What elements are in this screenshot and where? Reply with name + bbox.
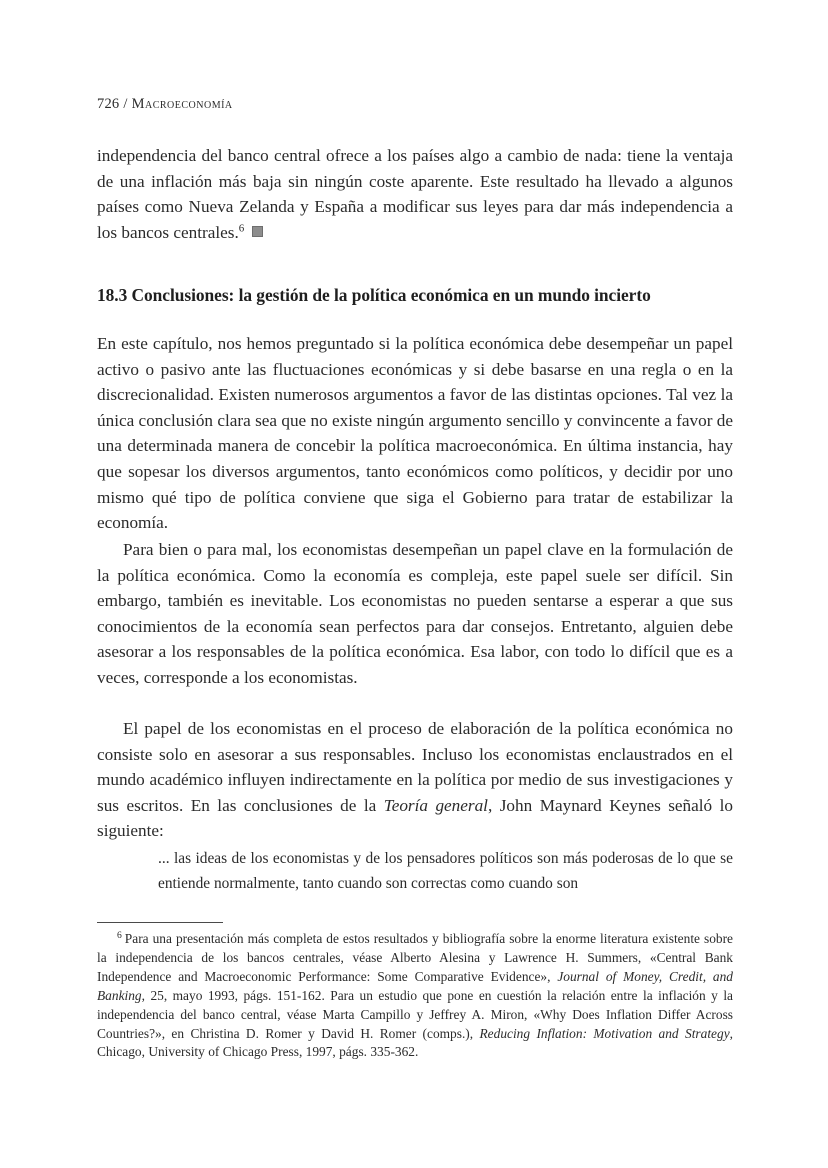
page-number: 726 <box>97 96 120 112</box>
paragraph-2: Para bien o para mal, los economistas desempeñan un papel clave en la formulación de la política económica. Como la economía es compleja, este papel suele ser difícil. Sin embargo, también es inevitable. Los economistas no pueden sentarse a esperar a que sus conocimientos de la economía sean perfectos para dar consejos. Entretanto, alguien debe asesorar a los responsables de la política económica. Esa labor, con todo lo difícil que es a veces, corresponde a los economistas. <box>97 540 733 687</box>
continued-paragraph <box>97 143 733 245</box>
paragraph-3 <box>97 716 733 844</box>
continued-paragraph-block <box>97 143 733 245</box>
footnote-separator-rule <box>97 922 223 923</box>
paragraph-1-block <box>97 331 733 536</box>
paragraph-1: En este capítulo, nos hemos preguntado si la política económica debe desempeñar un papel activo o pasivo ante las fluctuaciones económicas y si debe basarse en una regla o en la discrecionalidad. Existen numerosos argumentos a favor de las distintas opciones. Tal vez la única conclusión clara sea que no existe ningún argumento sencillo y convincente a favor de una determinada manera de concebir la política macroeconómica. En última instancia, hay que sopesar los diversos argumentos, tanto económicos como políticos, y decidir por uno mismo qué tipo de política conviene que siga el Gobierno para tratar de estabilizar la economía. <box>97 334 733 533</box>
continued-paragraph-text: independencia del banco central ofrece a los países algo a cambio de nada: tiene la ventaja de una inflación más baja sin ningún coste aparente. Este resultado ha llevado a algunos países como Nueva Zelanda y España a modificar sus leyes para dar más independencia a los bancos centrales. <box>97 146 733 242</box>
section-end-marker-icon <box>252 226 263 237</box>
blockquote <box>158 846 733 897</box>
footnote-text-part-1: Para una presentación más completa de estos resultados y bibliografía sobre la enorme literatura existente sobre la independencia de los bancos centrales, véase Alberto Alesina y Lawrence H. Summers, «Central Bank Independence and Macroeconomic Performance: Some Comparative Evidence», <box>97 931 733 984</box>
journal-title-italic: Journal of Money, Credit, and Banking <box>97 968 733 1003</box>
section-heading-block <box>97 283 733 307</box>
paragraph-3-text-part-1: El papel de los economistas en el proceso de elaboración de la política económica no consiste solo en asesorar a sus responsables. Incluso los economistas enclaustrados en el mundo académico influyen indirectamente en la política por medio de sus investigaciones y sus escritos. En las conclusiones de la <box>97 719 733 815</box>
footnote-text-part-2: , 25, mayo 1993, págs. 151-162. Para un estudio que pone en cuestión la relación entre la inflación y la independencia del banco central, véase Marta Campillo y Jeffrey A. Miron, «Why Does Inflation Differ Across Countries?», en Christina D. Romer y David H. Romer (comps.), <box>97 987 733 1041</box>
work-title-teoria-general: Teoría general <box>383 795 488 815</box>
footnote-area <box>97 922 733 1062</box>
running-head-separator: / <box>123 96 128 112</box>
footnote-6 <box>97 930 733 1062</box>
footnote-text-part-3: , Chicago, University of Chicago Press, 1997, págs. 335-362. <box>97 1025 733 1060</box>
section-heading: 18.3 Conclusiones: la gestión de la política económica en un mundo incierto <box>97 285 651 305</box>
blockquote-text: ... las ideas de los economistas y de los pensadores políticos son más poderosas de lo que se entiende normalmente, tanto cuando son correctas como cuando son <box>158 850 733 893</box>
paragraph-3-text-part-2: , John Maynard Keynes señaló lo siguiente: <box>97 795 733 841</box>
paragraph-2-block <box>97 537 733 691</box>
book-title-italic: Reducing Inflation: Motivation and Strategy <box>479 1025 730 1041</box>
footnote-number: 6 <box>117 929 122 941</box>
running-head <box>97 96 233 113</box>
paragraph-3-block <box>97 716 733 844</box>
book-title: Macroeconomía <box>131 96 233 112</box>
footnote-reference-6[interactable]: 6 <box>238 222 245 235</box>
